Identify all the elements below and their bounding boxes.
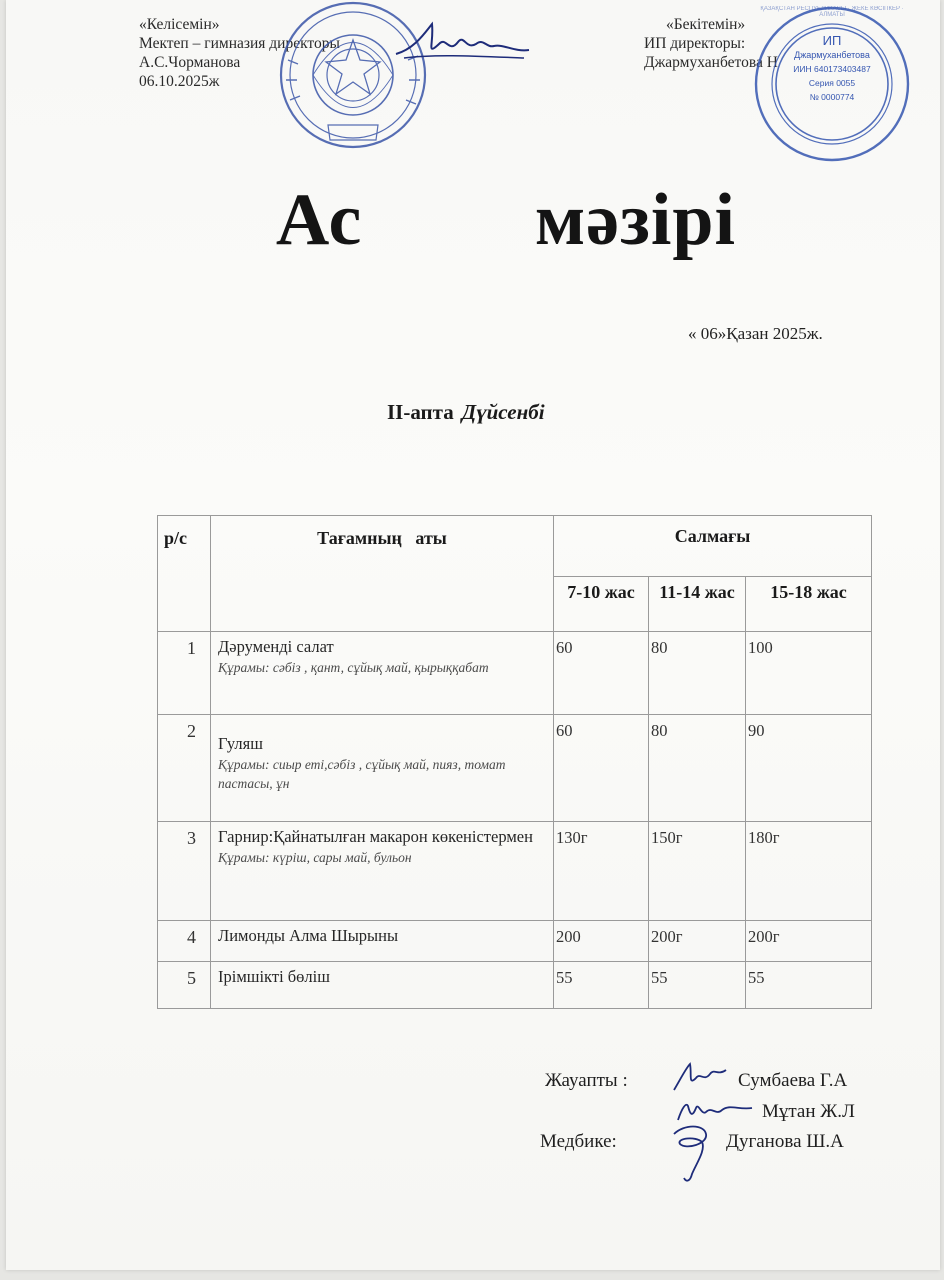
row-number: 2 xyxy=(158,715,211,822)
dish-cell xyxy=(211,715,554,822)
dish-cell xyxy=(211,962,554,1009)
row-number: 1 xyxy=(158,632,211,715)
responsible-name-2: Мұтан Ж.Л xyxy=(762,1101,855,1122)
entrepreneur-stamp xyxy=(750,4,914,168)
approval-right-position: ИП директоры: xyxy=(644,35,746,52)
approval-left-date: 06.10.2025ж xyxy=(139,73,220,90)
responsible-name-1: Сумбаева Г.А xyxy=(738,1070,848,1091)
dish-name: Гарнир:Қайнатылған макарон көкеністермен xyxy=(218,827,533,846)
dish-cell xyxy=(211,632,554,715)
approval-left-title: «Келісемін» xyxy=(139,16,220,33)
dish-cell xyxy=(211,822,554,921)
table-row xyxy=(158,715,872,822)
weight-15-18: 90 xyxy=(746,715,872,822)
table-header-row xyxy=(158,516,872,577)
table-row xyxy=(158,632,872,715)
weight-11-14: 150г xyxy=(649,822,746,921)
responsible-signature-1 xyxy=(670,1060,730,1096)
stamp-series: Серия 0055 xyxy=(808,78,856,88)
table-row xyxy=(158,822,872,921)
weight-15-18: 200г xyxy=(746,921,872,962)
approval-right-title: «Бекітемін» xyxy=(666,16,746,33)
weight-7-10: 200 xyxy=(554,921,649,962)
menu-date: « 06»Қазан 2025ж. xyxy=(688,324,823,343)
nurse-label: Медбике: xyxy=(540,1131,617,1152)
weight-15-18: 100 xyxy=(746,632,872,715)
row-number: 3 xyxy=(158,822,211,921)
dish-name: Лимонды Алма Шырыны xyxy=(218,926,399,945)
stamp-iin: ИИН 640173403487 xyxy=(793,64,871,74)
row-number: 5 xyxy=(158,962,211,1009)
weight-11-14: 80 xyxy=(649,715,746,822)
row-number: 4 xyxy=(158,921,211,962)
dish-name: Ірімшікті бөліш xyxy=(218,967,330,986)
header-dish-name: Тағамның аты xyxy=(211,516,554,632)
dish-cell xyxy=(211,921,554,962)
document-title: Ас мәзірі xyxy=(275,179,737,261)
dish-composition: Құрамы: күріш, сары май, бульон xyxy=(218,850,412,865)
weight-7-10: 130г xyxy=(554,822,649,921)
header-weight: Салмағы xyxy=(554,516,872,577)
table-row xyxy=(158,962,872,1009)
weight-7-10: 60 xyxy=(554,632,649,715)
responsible-label: Жауапты : xyxy=(545,1070,628,1091)
weight-11-14: 55 xyxy=(649,962,746,1009)
approval-left-position: Мектеп – гимназия директоры xyxy=(139,35,340,52)
document-sheet xyxy=(6,0,940,1270)
stamp-title: ИП xyxy=(822,33,842,48)
dish-name: Гуляш xyxy=(218,734,263,753)
stamp-name: Джармуханбетова xyxy=(794,50,870,60)
dish-name: Дәруменді салат xyxy=(218,637,334,656)
header-age-15-18: 15-18 жас xyxy=(746,577,872,632)
weight-11-14: 200г xyxy=(649,921,746,962)
week-day: Дүйсенбі xyxy=(461,400,545,424)
week-number: II-апта xyxy=(387,400,454,424)
week-label xyxy=(387,400,545,425)
weight-11-14: 80 xyxy=(649,632,746,715)
dish-composition: Құрамы: сиыр еті,сәбіз , сұйық май, пияз, томат пастасы, ұн xyxy=(218,757,506,791)
dish-composition: Құрамы: сәбіз , қант, сұйық май, қырыққабат xyxy=(218,660,489,675)
weight-15-18: 180г xyxy=(746,822,872,921)
stamp-ring-text: ҚАЗАҚСТАН РЕСПУБЛИКАСЫ · ЖЕКЕ КӘСІПКЕР · АЛМАТЫ xyxy=(760,6,904,18)
nurse-signature xyxy=(666,1120,722,1186)
weight-15-18: 55 xyxy=(746,962,872,1009)
header-age-11-14: 11-14 жас xyxy=(649,577,746,632)
header-age-7-10: 7-10 жас xyxy=(554,577,649,632)
header-row-number: р/с xyxy=(158,516,211,632)
nurse-name: Дуганова Ш.А xyxy=(726,1131,844,1152)
approval-right-person: Джармуханбетова Н xyxy=(644,54,778,71)
menu-table xyxy=(157,515,872,1009)
approval-left-person: А.С.Чорманова xyxy=(139,54,241,71)
weight-7-10: 55 xyxy=(554,962,649,1009)
director-signature xyxy=(394,14,534,74)
stamp-number: № 0000774 xyxy=(809,92,855,102)
weight-7-10: 60 xyxy=(554,715,649,822)
table-row xyxy=(158,921,872,962)
